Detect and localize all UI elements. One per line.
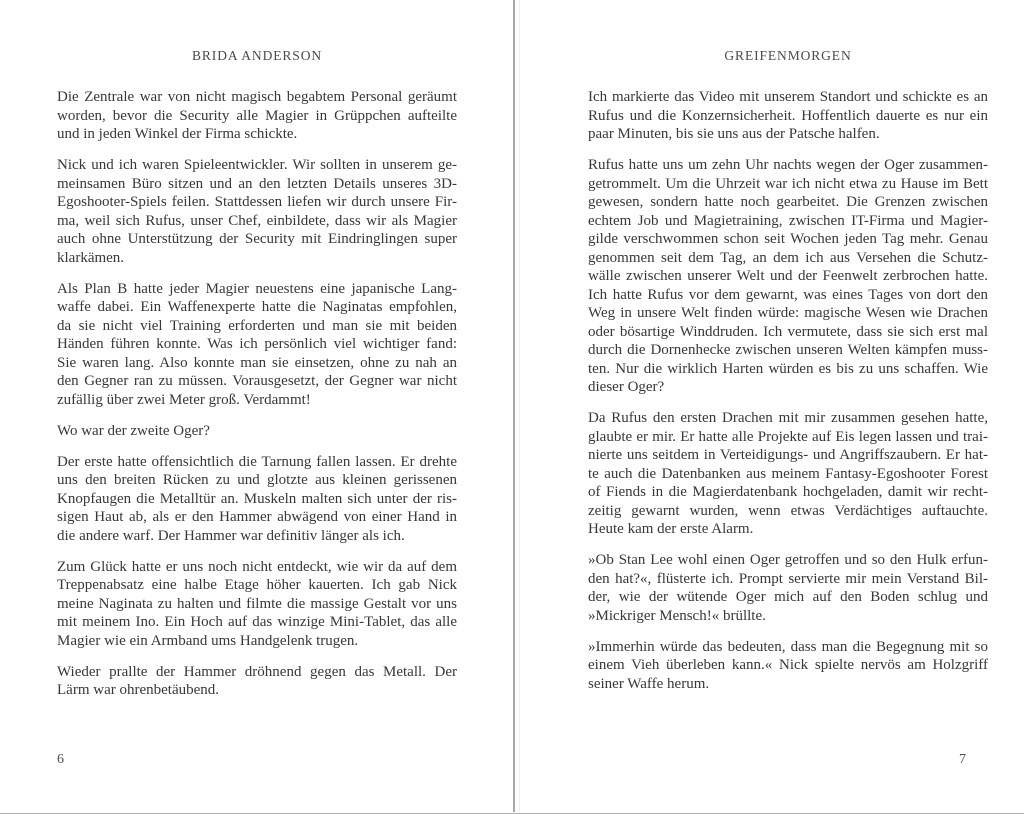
paragraph <box>588 156 988 397</box>
text-line: meine Naginata zu halten und filmte die massige Gestalt vor uns <box>57 595 457 612</box>
page-number: 7 <box>959 752 966 767</box>
page-gutter-highlight <box>519 0 520 812</box>
text-line: gewesen, sondern hatte noch gearbeitet. Die Grenzen zwischen <box>588 194 988 210</box>
paragraph <box>57 88 457 144</box>
text-line: Egoshooter-Spiels feilen. Stattdessen liefen wir durch unsere Fir- <box>57 194 457 210</box>
text-line: te auch die Datenbanken aus meinem Fantasy-Egoshooter Forest <box>588 465 988 482</box>
text-line: »Immerhin würde das bedeuten, dass man die Begegnung mit so <box>588 638 988 655</box>
text-line: Rufus und die Konzernsicherheit. Hoffentlich dauerte es nur ein <box>588 107 988 124</box>
running-header-title: GREIFENMORGEN <box>724 48 852 63</box>
text-line: echtem Job und Magietraining, zwischen IT-Firma und Magier- <box>588 212 988 229</box>
text-line: Magier wie ein Armband ums Handgelenk trugen. <box>57 632 359 649</box>
paragraph <box>588 638 988 694</box>
text-line: Wieder prallte der Hammer dröhnend gegen das Metall. Der <box>57 663 457 680</box>
page-body-left <box>57 88 457 700</box>
page-right <box>588 0 988 814</box>
paragraph <box>588 409 988 539</box>
text-line: oder bösartige Winddruden. Ich vermutete, dass sie sich erst mal <box>588 323 988 340</box>
text-line: Sie waren lang. Also konnte man sie einsetzen, ohne zu nah an <box>57 354 457 371</box>
text-line: den Gegner ran zu müssen. Vorausgesetzt, der Gegner war nicht <box>57 373 457 389</box>
page-left <box>57 0 457 814</box>
paragraph <box>57 156 457 267</box>
text-line: Die Zentrale war von nicht magisch begabtem Personal geräumt <box>57 89 457 105</box>
text-line: Ich markierte das Video mit unserem Standort und schickte es an <box>588 89 988 105</box>
text-line: durch die Dornenhecke zwischen unseren Welten kämpfen muss- <box>588 342 988 358</box>
paragraph <box>57 422 457 441</box>
text-line: dieser Oger? <box>588 379 665 395</box>
text-line: Treppenabsatz eine halbe Etage höher kauerten. Ich gab Nick <box>57 577 457 593</box>
text-line: of Fiends in die Magierdatenbank hochgeladen, damit wir recht- <box>588 484 988 500</box>
text-line: worden, bevor die Security alle Magier in Grüppchen aufteilte <box>57 107 457 124</box>
text-line: mit meinem Ino. Ein Hoch auf das winzige Mini-Tablet, das alle <box>57 614 457 630</box>
page-body-right <box>588 88 988 693</box>
text-line: Weg in unsere Welt finden würde: magische Wesen wie Drachen <box>588 305 988 321</box>
text-line: Heute kam der erste Alarm. <box>588 521 754 537</box>
text-line: ma, weil sich Rufus, unser Chef, einbildete, dass wir als Magier <box>57 212 457 229</box>
text-line: die andere warf. Der Hammer war definitiv länger als ich. <box>57 527 405 544</box>
text-line: da sie nicht viel Training erforderten und man sie mit beiden <box>57 317 457 334</box>
text-line: einem Vieh überleben kann.« Nick spielte nervös am Holzgriff <box>588 657 988 673</box>
text-line: sigen Haut ab, als er den Hammer abwägend von einer Hand in <box>57 509 457 525</box>
text-line: nierte uns seitdem in Verteidigungs- und Angriffszaubern. Er hat- <box>588 447 988 463</box>
text-line: Nick und ich waren Spieleentwickler. Wir sollten in unserem ge- <box>57 157 457 173</box>
text-line: der, wie der wütende Oger mich auf den Boden schlug und <box>588 589 988 605</box>
page-gutter-divider <box>513 0 515 812</box>
page-number: 6 <box>57 752 64 767</box>
text-line: meinsamen Büro sitzen und an den letzten Details unseres 3D- <box>57 175 457 192</box>
text-line: seiner Waffe herum. <box>588 675 710 692</box>
text-line: wälle zwischen unserer Welt und der Feenwelt zerbrochen hatte. <box>588 268 988 284</box>
text-line: paar Minuten, bis sie uns aus der Patsche halfen. <box>588 126 880 142</box>
text-line: Wo war der zweite Oger? <box>57 422 210 439</box>
paragraph <box>57 663 457 700</box>
text-line: Rufus hatte uns um zehn Uhr nachts wegen der Oger zusammen- <box>588 157 988 173</box>
text-line: zeitig gewarnt wurden, wenn etwas Verdächtiges auftauchte. <box>588 502 988 519</box>
running-header-author: BRIDA ANDERSON <box>192 48 322 63</box>
text-line: Lärm war ohrenbetäubend. <box>57 682 220 698</box>
paragraph <box>588 88 988 144</box>
text-line: genommen seit dem Tag, an dem ich aus Versehen die Schutz- <box>588 249 988 266</box>
text-line: Zum Glück hatte er uns noch nicht entdeckt, wie wir da auf dem <box>57 558 457 575</box>
text-line: waffe dabei. Ein Waffenexperte hatte die Naginatas empfohlen, <box>57 299 457 315</box>
text-line: glaubte er mir. Er hatte alle Projekte auf Eis legen lassen und trai- <box>588 428 988 445</box>
text-line: auch ohne Unterstützung der Security mit Eindringlingen super <box>57 231 457 247</box>
text-line: ten. Nur die wirklich Harten würden es bis zu uns schaffen. Wie <box>588 360 988 377</box>
text-line: Knopfaugen die Metalltür an. Muskeln malten sich unter der ris- <box>57 490 457 507</box>
text-line: »Mickriger Mensch!« brüllte. <box>588 607 766 624</box>
text-line: Als Plan B hatte jeder Magier neuestens eine japanische Lang- <box>57 280 457 297</box>
text-line: Da Rufus den ersten Drachen mit mir zusammen gesehen hatte, <box>588 410 988 426</box>
paragraph <box>57 453 457 546</box>
text-line: getrommelt. Um die Uhrzeit war ich nicht etwa zu Hause im Bett <box>588 175 988 192</box>
text-line: klarkämen. <box>57 249 125 266</box>
paragraph <box>588 551 988 625</box>
text-line: Händen führen konnte. Was ich persönlich viel wichtiger fand: <box>57 336 457 352</box>
text-line: und in jeden Winkel der Firma schickte. <box>57 126 298 142</box>
text-line: den hat?«, flüsterte ich. Prompt servierte mir mein Verstand Bil- <box>588 570 988 587</box>
paragraph <box>57 280 457 410</box>
text-line: gilde verschwommen schon seit Wochen jeden Tag mehr. Genau <box>588 231 988 247</box>
text-line: zufällig über zwei Meter groß. Verdammt! <box>57 391 311 408</box>
paragraph <box>57 558 457 651</box>
text-line: Ich hatte Rufus vor dem gewarnt, was eines Tages von dort den <box>588 286 988 303</box>
text-line: Der erste hatte offensichtlich die Tarnung fallen lassen. Er drehte <box>57 453 457 470</box>
text-line: »Ob Stan Lee wohl einen Oger getroffen und so den Hulk erfun- <box>588 552 988 568</box>
text-line: uns den breiten Rücken zu und glotzte aus kleinen gerissenen <box>57 472 457 488</box>
